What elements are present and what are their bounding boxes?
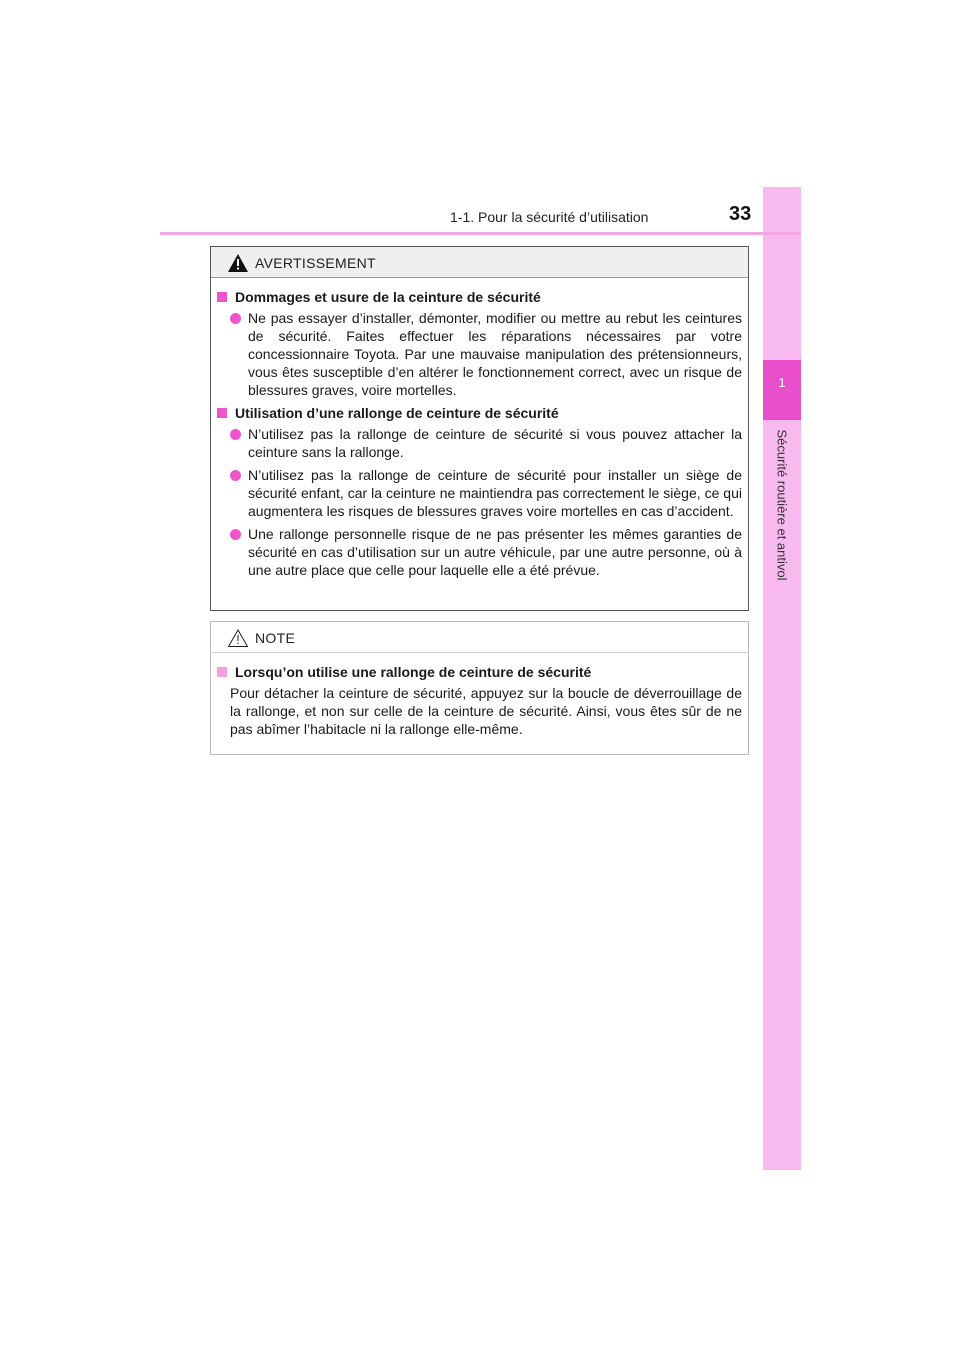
square-bullet-icon: [217, 408, 227, 418]
chapter-number: 1: [778, 375, 786, 390]
note-box-header: [211, 622, 748, 653]
page-number: 33: [729, 203, 752, 225]
note-body: [211, 653, 748, 738]
header-rule: [160, 232, 801, 235]
chapter-side-tab: [763, 187, 801, 1170]
section-heading: Lorsqu’on utilise une rallonge de ceinture de sécurité: [217, 663, 742, 681]
circle-bullet-icon: [230, 429, 241, 440]
note-label: NOTE: [255, 630, 296, 646]
chapter-number-marker: [763, 360, 801, 420]
warning-box: [210, 246, 749, 611]
warning-triangle-icon: [228, 254, 248, 277]
circle-bullet-icon: [230, 313, 241, 324]
square-bullet-icon: [217, 292, 227, 302]
warning-box-header: [211, 247, 748, 278]
running-head: 1-1. Pour la sécurité d’utilisation: [450, 209, 649, 225]
caution-triangle-icon: [228, 629, 248, 652]
circle-bullet-icon: [230, 470, 241, 481]
circle-bullet-icon: [230, 529, 241, 540]
list-item: N’utilisez pas la rallonge de ceinture de sécurité si vous pouvez attacher la ceinture sans la rallonge.: [217, 425, 742, 461]
chapter-title: Sécurité routière et antivol: [774, 429, 790, 581]
list-item: N’utilisez pas la rallonge de ceinture de sécurité pour installer un siège de sécurité enfant, car la ceinture ne maintiendra pas correctement le siège, ce qui augmentera les risques de blessures graves voire mortelles en cas d’accident.: [217, 466, 742, 520]
list-item: Ne pas essayer d’installer, démonter, modifier ou mettre au rebut les ceintures de sécurité. Faites effectuer les réparations nécessaires par votre concessionnaire Toyota. Par une mauvaise manipulation des prétensionneurs, vous êtes susceptible d’en altérer le fonctionnement correct, avec un risque de blessures graves, voire mortelles.: [217, 309, 742, 399]
warning-label: AVERTISSEMENT: [255, 255, 376, 271]
note-box: [210, 621, 749, 755]
square-bullet-icon: [217, 667, 227, 677]
note-text: Pour détacher la ceinture de sécurité, appuyez sur la boucle de déverrouillage de la rallonge, et non sur celle de la ceinture de sécurité. Ainsi, vous êtes sûr de ne pas abîmer l’habitacle ni la rallonge elle-même.: [230, 685, 742, 737]
section-heading: Dommages et usure de la ceinture de sécurité: [217, 288, 742, 306]
list-item: Une rallonge personnelle risque de ne pas présenter les mêmes garanties de sécurité en cas d’utilisation sur un autre véhicule, par une autre personne, où à une autre place que celle pour laquelle elle a été prévue.: [217, 525, 742, 579]
warning-body: [211, 278, 748, 579]
section-heading: Utilisation d’une rallonge de ceinture de sécurité: [217, 404, 742, 422]
